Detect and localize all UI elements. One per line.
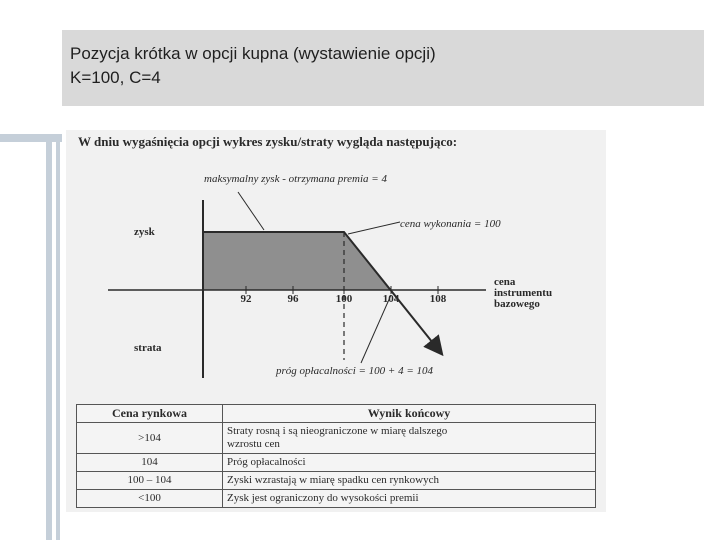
tick-label: 96 — [287, 293, 299, 305]
table-row — [77, 490, 596, 508]
tick-label: 104 — [382, 293, 400, 305]
decor-bar-vertical-2 — [56, 142, 60, 540]
table-cell-result: Zyski wzrastają w miarę spadku cen rynkowych — [223, 472, 596, 490]
decor-bar-vertical-1 — [46, 142, 52, 540]
annotation-breakeven: próg opłacalności = 100 + 4 = 104 — [276, 365, 434, 377]
table-row — [77, 423, 596, 454]
x-label: bazowego — [494, 298, 540, 310]
decor-bar-horizontal — [0, 134, 62, 142]
tick-label: 92 — [240, 293, 252, 305]
x-label: instrumentu — [494, 287, 553, 299]
table-cell-price: >104 — [77, 423, 223, 454]
y-label-loss: strata — [134, 342, 162, 354]
title-bar — [62, 30, 704, 106]
annotation-pointer — [361, 295, 391, 363]
table-row — [77, 454, 596, 472]
annotation-pointer — [348, 222, 400, 234]
table-row — [77, 472, 596, 490]
table-cell-price: <100 — [77, 490, 223, 508]
table-cell-price: 100 – 104 — [77, 472, 223, 490]
result-text: wzrostu cen — [227, 438, 280, 450]
annotation-max-profit: maksymalny zysk - otrzymana premia = 4 — [204, 173, 387, 185]
table-cell-result: Zysk jest ograniczony do wysokości premii — [223, 490, 596, 508]
table-header: Cena rynkowa — [77, 405, 223, 423]
table-cell-result — [223, 423, 596, 454]
figure-heading: W dniu wygaśnięcia opcji wykres zysku/straty wygląda następująco: — [78, 134, 458, 149]
x-label: cena — [494, 276, 516, 288]
table-header-row — [77, 405, 596, 423]
results-table — [76, 404, 596, 508]
table-cell-result: Próg opłacalności — [223, 454, 596, 472]
slide-subtitle: K=100, C=4 — [70, 68, 161, 87]
annotation-pointer — [238, 192, 264, 230]
table-header: Wynik końcowy — [223, 405, 596, 423]
annotation-strike: cena wykonania = 100 — [400, 218, 501, 230]
slide-title: Pozycja krótka w opcji kupna (wystawienie opcji) — [70, 44, 436, 63]
table-cell-price: 104 — [77, 454, 223, 472]
tick-label: 108 — [429, 293, 447, 305]
profit-area — [203, 232, 391, 290]
y-label-profit: zysk — [134, 226, 155, 238]
result-text: Straty rosną i są nieograniczone w miarę dalszego — [227, 425, 448, 437]
tick-label: 100 — [335, 293, 353, 305]
